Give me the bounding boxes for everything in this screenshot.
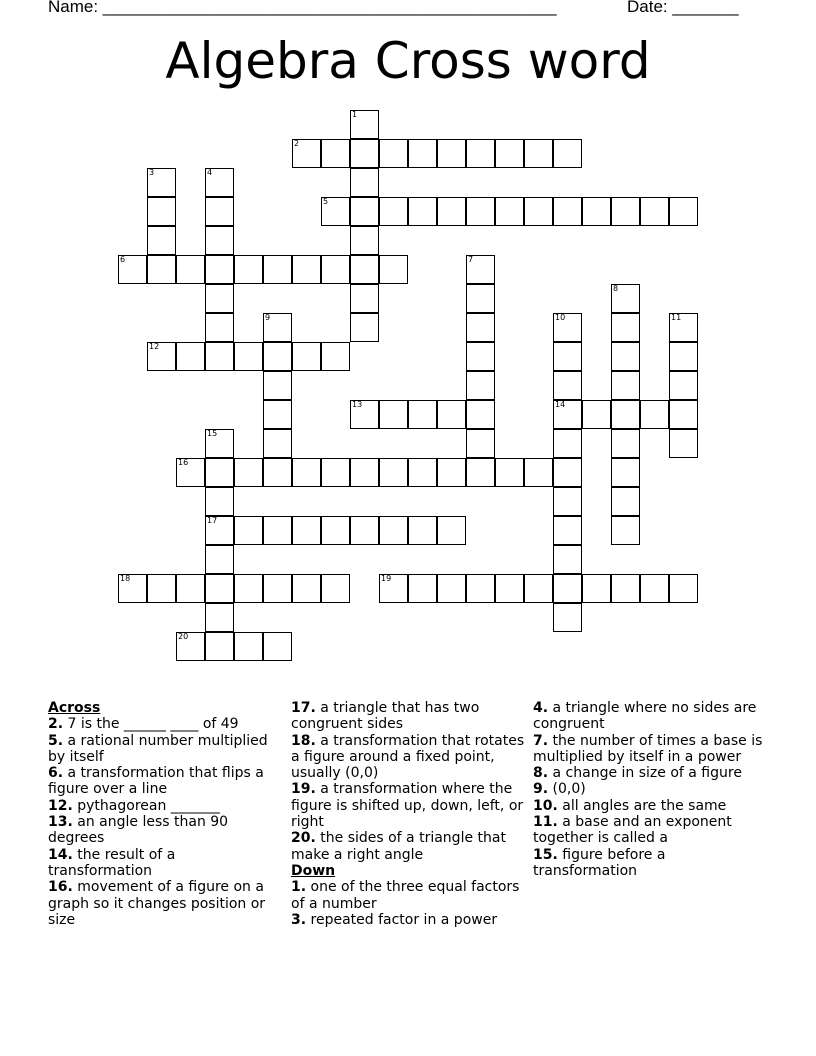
grid-cell[interactable] [611, 197, 640, 226]
across-clue [291, 781, 526, 830]
grid-cell[interactable] [263, 371, 292, 400]
cell-number: 9 [265, 313, 271, 322]
grid-cell[interactable] [669, 574, 698, 603]
grid-cell[interactable] [524, 197, 553, 226]
clue-number: 10. [533, 797, 558, 814]
across-clue [48, 879, 283, 928]
date-field[interactable]: Date: _______ [627, 0, 739, 16]
cell-number: 2 [294, 139, 300, 148]
grid-cell[interactable] [408, 400, 437, 429]
clue-text: 7 is the ______ ____ of 49 [63, 716, 239, 733]
grid-cell[interactable] [176, 458, 205, 487]
grid-cell[interactable] [263, 255, 292, 284]
clue-number: 9. [533, 781, 549, 798]
grid-cell[interactable] [408, 574, 437, 603]
grid-cell[interactable] [118, 255, 147, 284]
grid-cell[interactable] [234, 255, 263, 284]
grid-cell[interactable] [466, 313, 495, 342]
down-clue [533, 847, 768, 880]
clue-number: 1. [291, 879, 307, 896]
clue-text: repeated factor in a power [306, 911, 498, 928]
grid-cell[interactable] [321, 255, 350, 284]
grid-cell[interactable] [234, 342, 263, 371]
grid-cell[interactable] [495, 574, 524, 603]
grid-cell[interactable] [437, 516, 466, 545]
grid-cell[interactable] [611, 400, 640, 429]
grid-cell[interactable] [263, 313, 292, 342]
grid-cell[interactable] [350, 255, 379, 284]
grid-cell[interactable] [147, 168, 176, 197]
grid-cell[interactable] [205, 603, 234, 632]
grid-cell[interactable] [408, 197, 437, 226]
grid-cell[interactable] [408, 516, 437, 545]
grid-cell[interactable] [553, 603, 582, 632]
clue-number: 20. [291, 830, 316, 847]
grid-cell[interactable] [437, 400, 466, 429]
down-clue [291, 912, 526, 928]
clue-text: a transformation that flips a figure over a line [48, 765, 264, 798]
cell-number: 20 [178, 632, 189, 641]
clue-number: 6. [48, 765, 64, 782]
grid-cell[interactable] [205, 284, 234, 313]
grid-cell[interactable] [669, 429, 698, 458]
clue-number: 18. [291, 732, 316, 749]
across-clue [291, 830, 526, 863]
clue-column-2 [291, 700, 526, 928]
clue-number: 12. [48, 797, 73, 814]
grid-cell[interactable] [553, 197, 582, 226]
grid-cell[interactable] [582, 400, 611, 429]
grid-cell[interactable] [205, 632, 234, 661]
clue-number: 5. [48, 732, 64, 749]
grid-cell[interactable] [205, 168, 234, 197]
clue-text: the number of times a base is multiplied by itself in a power [533, 732, 763, 765]
clue-number: 13. [48, 814, 73, 831]
grid-cell[interactable] [321, 342, 350, 371]
clue-text: one of the three equal factors of a number [291, 879, 520, 912]
clue-number: 11. [533, 814, 558, 831]
down-clue [533, 781, 768, 797]
grid-cell[interactable] [263, 632, 292, 661]
grid-cell[interactable] [466, 574, 495, 603]
grid-cell[interactable] [350, 284, 379, 313]
grid-cell[interactable] [147, 342, 176, 371]
grid-cell[interactable] [205, 226, 234, 255]
grid-cell[interactable] [553, 574, 582, 603]
across-clue [48, 765, 283, 798]
clue-text: the result of a transformation [48, 846, 176, 879]
across-clue [291, 700, 526, 733]
down-heading: Down [291, 862, 336, 879]
grid-cell[interactable] [524, 139, 553, 168]
cell-number: 7 [468, 255, 474, 264]
grid-cell[interactable] [205, 545, 234, 574]
grid-cell[interactable] [408, 458, 437, 487]
grid-cell[interactable] [292, 255, 321, 284]
cell-number: 17 [207, 516, 218, 525]
grid-cell[interactable] [379, 197, 408, 226]
grid-cell[interactable] [669, 400, 698, 429]
clue-text: a transformation where the figure is shifted up, down, left, or right [291, 781, 524, 831]
cell-number: 5 [323, 197, 329, 206]
down-clue [533, 733, 768, 766]
grid-cell[interactable] [466, 400, 495, 429]
grid-cell[interactable] [669, 342, 698, 371]
grid-cell[interactable] [611, 342, 640, 371]
grid-cell[interactable] [437, 197, 466, 226]
clue-text: (0,0) [548, 781, 586, 798]
cell-number: 16 [178, 458, 189, 467]
clue-text: the sides of a triangle that make a right angle [291, 830, 506, 863]
cell-number: 10 [555, 313, 566, 322]
grid-cell[interactable] [205, 487, 234, 516]
clue-text: movement of a figure on a graph so it changes position or size [48, 879, 266, 928]
grid-cell[interactable] [611, 313, 640, 342]
grid-cell[interactable] [611, 574, 640, 603]
grid-cell[interactable] [205, 516, 234, 545]
grid-cell[interactable] [147, 574, 176, 603]
grid-cell[interactable] [321, 516, 350, 545]
grid-cell[interactable] [640, 400, 669, 429]
grid-cell[interactable] [553, 342, 582, 371]
grid-cell[interactable] [292, 139, 321, 168]
across-clue [48, 716, 283, 732]
grid-cell[interactable] [350, 139, 379, 168]
cell-number: 18 [120, 574, 131, 583]
cell-number: 3 [149, 168, 155, 177]
clue-number: 4. [533, 700, 549, 716]
across-clue [48, 814, 283, 847]
across-clue [291, 733, 526, 782]
clue-number: 16. [48, 879, 73, 896]
grid-cell[interactable] [379, 516, 408, 545]
across-clue [48, 733, 283, 766]
clue-text: a triangle where no sides are congruent [533, 700, 757, 733]
cell-number: 6 [120, 255, 126, 264]
grid-cell[interactable] [466, 139, 495, 168]
grid-cell[interactable] [495, 458, 524, 487]
grid-cell[interactable] [582, 574, 611, 603]
grid-cell[interactable] [553, 400, 582, 429]
grid-cell[interactable] [350, 516, 379, 545]
grid-cell[interactable] [292, 342, 321, 371]
grid-cell[interactable] [234, 458, 263, 487]
grid-cell[interactable] [379, 255, 408, 284]
clue-column-1 [48, 700, 283, 928]
grid-cell[interactable] [147, 255, 176, 284]
grid-cell[interactable] [379, 458, 408, 487]
grid-cell[interactable] [611, 371, 640, 400]
grid-cell[interactable] [524, 574, 553, 603]
grid-cell[interactable] [263, 458, 292, 487]
grid-cell[interactable] [437, 458, 466, 487]
down-clue [533, 765, 768, 781]
clue-number: 17. [291, 700, 316, 716]
grid-cell[interactable] [437, 574, 466, 603]
clue-number: 3. [291, 911, 307, 928]
grid-cell[interactable] [118, 574, 147, 603]
grid-cell[interactable] [669, 197, 698, 226]
grid-cell[interactable] [495, 197, 524, 226]
grid-cell[interactable] [611, 429, 640, 458]
cell-number: 14 [555, 400, 566, 409]
grid-cell[interactable] [350, 168, 379, 197]
grid-cell[interactable] [205, 429, 234, 458]
grid-cell[interactable] [640, 574, 669, 603]
clue-text: a change in size of a figure [548, 765, 742, 782]
grid-cell[interactable] [611, 458, 640, 487]
grid-cell[interactable] [292, 574, 321, 603]
grid-cell[interactable] [292, 458, 321, 487]
grid-cell[interactable] [263, 342, 292, 371]
grid-cell[interactable] [379, 574, 408, 603]
grid-cell[interactable] [263, 400, 292, 429]
grid-cell[interactable] [205, 342, 234, 371]
clue-text: an angle less than 90 degrees [48, 814, 229, 847]
grid-cell[interactable] [321, 139, 350, 168]
grid-cell[interactable] [321, 458, 350, 487]
across-heading: Across [48, 700, 101, 716]
grid-cell[interactable] [582, 197, 611, 226]
grid-cell[interactable] [553, 458, 582, 487]
grid-cell[interactable] [553, 313, 582, 342]
clue-text: a transformation that rotates a figure around a fixed point, usually (0,0) [291, 732, 525, 782]
grid-cell[interactable] [553, 429, 582, 458]
grid-cell[interactable] [379, 400, 408, 429]
grid-cell[interactable] [263, 429, 292, 458]
across-clue [48, 847, 283, 880]
grid-cell[interactable] [350, 226, 379, 255]
cell-number: 19 [381, 574, 392, 583]
grid-cell[interactable] [466, 284, 495, 313]
grid-cell[interactable] [553, 516, 582, 545]
grid-cell[interactable] [553, 371, 582, 400]
grid-cell[interactable] [553, 545, 582, 574]
grid-cell[interactable] [466, 429, 495, 458]
grid-cell[interactable] [379, 139, 408, 168]
clue-text: a base and an exponent together is called a [533, 814, 732, 847]
page-title: Algebra Cross word [165, 32, 651, 90]
grid-cell[interactable] [669, 371, 698, 400]
cell-number: 15 [207, 429, 218, 438]
cell-number: 13 [352, 400, 363, 409]
grid-cell[interactable] [350, 458, 379, 487]
grid-cell[interactable] [234, 574, 263, 603]
across-clue [48, 798, 283, 814]
clue-column-3 [533, 700, 768, 879]
grid-cell[interactable] [466, 371, 495, 400]
grid-cell[interactable] [234, 632, 263, 661]
clue-number: 15. [533, 846, 558, 863]
down-clue [291, 879, 526, 912]
grid-cell[interactable] [350, 400, 379, 429]
grid-cell[interactable] [611, 284, 640, 313]
grid-cell[interactable] [466, 342, 495, 371]
grid-cell[interactable] [553, 139, 582, 168]
grid-cell[interactable] [205, 574, 234, 603]
grid-cell[interactable] [205, 313, 234, 342]
grid-cell[interactable] [408, 139, 437, 168]
clue-text: a triangle that has two congruent sides [291, 700, 480, 733]
grid-cell[interactable] [611, 487, 640, 516]
grid-cell[interactable] [350, 110, 379, 139]
grid-cell[interactable] [176, 255, 205, 284]
clue-text: figure before a transformation [533, 846, 666, 879]
down-clue [533, 700, 768, 733]
grid-cell[interactable] [176, 574, 205, 603]
clue-number: 2. [48, 716, 64, 733]
grid-cell[interactable] [611, 516, 640, 545]
grid-cell[interactable] [466, 458, 495, 487]
grid-cell[interactable] [524, 458, 553, 487]
cell-number: 11 [671, 313, 682, 322]
grid-cell[interactable] [147, 197, 176, 226]
clue-number: 8. [533, 765, 549, 782]
grid-cell[interactable] [205, 255, 234, 284]
grid-cell[interactable] [176, 342, 205, 371]
cell-number: 1 [352, 110, 358, 119]
clue-number: 14. [48, 846, 73, 863]
cell-number: 8 [613, 284, 619, 293]
grid-cell[interactable] [669, 313, 698, 342]
grid-cell[interactable] [147, 226, 176, 255]
clue-number: 7. [533, 732, 549, 749]
clue-number: 19. [291, 781, 316, 798]
clue-text: a rational number multiplied by itself [48, 732, 268, 765]
grid-cell[interactable] [495, 139, 524, 168]
clue-text: pythagorean _______ [72, 797, 220, 814]
grid-cell[interactable] [176, 632, 205, 661]
grid-cell[interactable] [350, 197, 379, 226]
grid-cell[interactable] [466, 255, 495, 284]
grid-cell[interactable] [263, 574, 292, 603]
grid-cell[interactable] [234, 516, 263, 545]
grid-cell[interactable] [321, 197, 350, 226]
cell-number: 4 [207, 168, 213, 177]
grid-cell[interactable] [292, 516, 321, 545]
cell-number: 12 [149, 342, 160, 351]
grid-cell[interactable] [466, 197, 495, 226]
name-field[interactable]: Name: ________________________________________________ [48, 0, 557, 16]
grid-cell[interactable] [350, 313, 379, 342]
grid-cell[interactable] [321, 574, 350, 603]
grid-cell[interactable] [437, 139, 466, 168]
down-clue [533, 814, 768, 847]
grid-cell[interactable] [205, 458, 234, 487]
grid-cell[interactable] [553, 487, 582, 516]
grid-cell[interactable] [263, 516, 292, 545]
grid-cell[interactable] [205, 197, 234, 226]
grid-cell[interactable] [640, 197, 669, 226]
clue-text: all angles are the same [557, 797, 727, 814]
down-clue [533, 798, 768, 814]
